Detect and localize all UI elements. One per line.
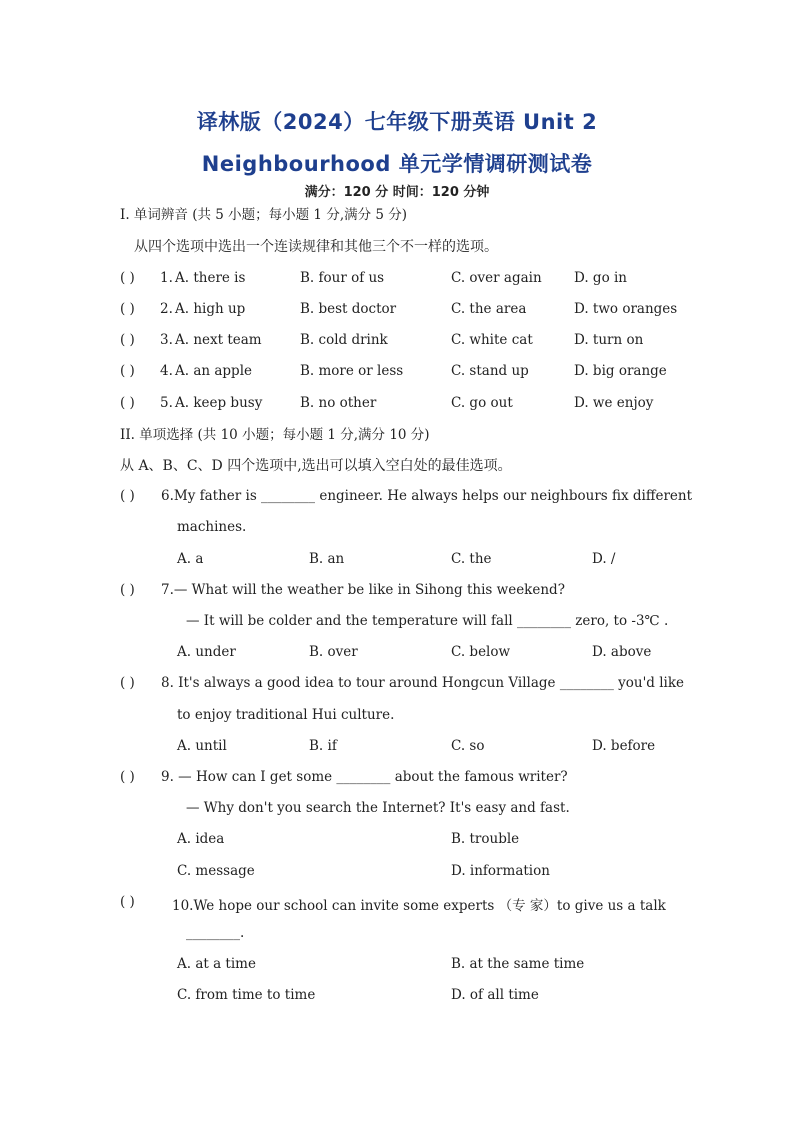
question-number: 2. (160, 301, 173, 317)
question-stem: 8. It's always a good idea to tour around Hongcun Village ________ you'd like (161, 675, 685, 691)
option-d: D. two oranges (574, 301, 678, 317)
option-d: D. of all time (451, 987, 539, 1003)
option-a: A. an apple (175, 363, 253, 379)
option-b: B. more or less (300, 363, 404, 379)
option-b: B. best doctor (300, 301, 397, 317)
option-d: D. before (592, 738, 656, 754)
option-d: D. go in (574, 270, 627, 286)
question-stem: 9. — How can I get some ________ about the famous writer? (161, 769, 568, 785)
option-a: A. next team (175, 332, 262, 348)
option-c: C. stand up (451, 363, 529, 379)
section-2-instruction: 从 A、B、C、D 四个选项中,选出可以填入空白处的最佳选项。 (120, 458, 512, 474)
option-d: D. turn on (574, 332, 644, 348)
section-2-heading: II. 单项选择 (共 10 小题；每小题 1 分,满分 10 分) (120, 427, 430, 443)
option-d: D. big orange (574, 363, 667, 379)
question-stem: 10.We hope our school can invite some experts （专 家）to give us a talk (172, 898, 666, 914)
option-a: A. at a time (177, 956, 256, 972)
question-stem-cont: — It will be colder and the temperature will fall ________ zero, to -3℃ . (186, 613, 669, 629)
option-d: D. we enjoy (574, 395, 654, 411)
question-stem-cont: machines. (177, 519, 247, 535)
option-b: B. four of us (300, 270, 385, 286)
option-a: A. keep busy (175, 395, 263, 411)
option-b: B. cold drink (300, 332, 388, 348)
title-line-1: 译林版（2024）七年级下册英语 Unit 2 (196, 110, 598, 134)
option-d: D. / (592, 551, 616, 567)
answer-paren[interactable]: ( ) (120, 488, 135, 504)
question-number: 4. (160, 363, 173, 379)
option-a: A. a (177, 551, 204, 567)
option-d: D. above (592, 644, 652, 660)
answer-paren[interactable]: ( ) (120, 270, 135, 286)
option-c: C. message (177, 863, 255, 879)
question-stem-cont: to enjoy traditional Hui culture. (177, 707, 395, 723)
option-b: B. over (309, 644, 358, 660)
option-c: C. from time to time (177, 987, 316, 1003)
question-number: 5. (160, 395, 173, 411)
option-b: B. at the same time (451, 956, 585, 972)
section-1-heading: I. 单词辨音 (共 5 小题；每小题 1 分,满分 5 分) (120, 207, 408, 223)
option-c: C. over again (451, 270, 542, 286)
option-a: A. idea (177, 831, 225, 847)
option-c: C. white cat (451, 332, 533, 348)
question-stem: 7.— What will the weather be like in Sihong this weekend? (161, 582, 565, 598)
answer-paren[interactable]: ( ) (120, 332, 135, 348)
option-a: A. there is (175, 270, 246, 286)
option-c: C. the area (451, 301, 527, 317)
option-c: C. go out (451, 395, 513, 411)
option-b: B. an (309, 551, 345, 567)
option-b: B. no other (300, 395, 377, 411)
section-1-instruction: 从四个选项中选出一个连读规律和其他三个不一样的选项。 (134, 239, 498, 255)
answer-paren[interactable]: ( ) (120, 582, 135, 598)
question-stem-cont: — Why don't you search the Internet? It's easy and fast. (186, 800, 570, 816)
option-d: D. information (451, 863, 550, 879)
answer-paren[interactable]: ( ) (120, 769, 135, 785)
question-number: 3. (160, 332, 173, 348)
title-line-2: Neighbourhood 单元学情调研测试卷 (201, 152, 593, 176)
option-c: C. the (451, 551, 492, 567)
option-a: A. under (177, 644, 236, 660)
option-b: B. trouble (451, 831, 520, 847)
answer-paren[interactable]: ( ) (120, 675, 135, 691)
option-c: C. below (451, 644, 511, 660)
answer-paren[interactable]: ( ) (120, 894, 135, 910)
option-a: A. until (177, 738, 227, 754)
answer-paren[interactable]: ( ) (120, 301, 135, 317)
score-time-line: 满分：120 分 时间：120 分钟 (304, 185, 490, 200)
question-stem-cont: ________. (186, 925, 245, 941)
question-stem: 6.My father is ________ engineer. He always helps our neighbours fix different (161, 488, 693, 504)
option-c: C. so (451, 738, 485, 754)
question-number: 1. (160, 270, 173, 286)
answer-paren[interactable]: ( ) (120, 395, 135, 411)
answer-paren[interactable]: ( ) (120, 363, 135, 379)
option-a: A. high up (175, 301, 246, 317)
option-b: B. if (309, 738, 337, 754)
